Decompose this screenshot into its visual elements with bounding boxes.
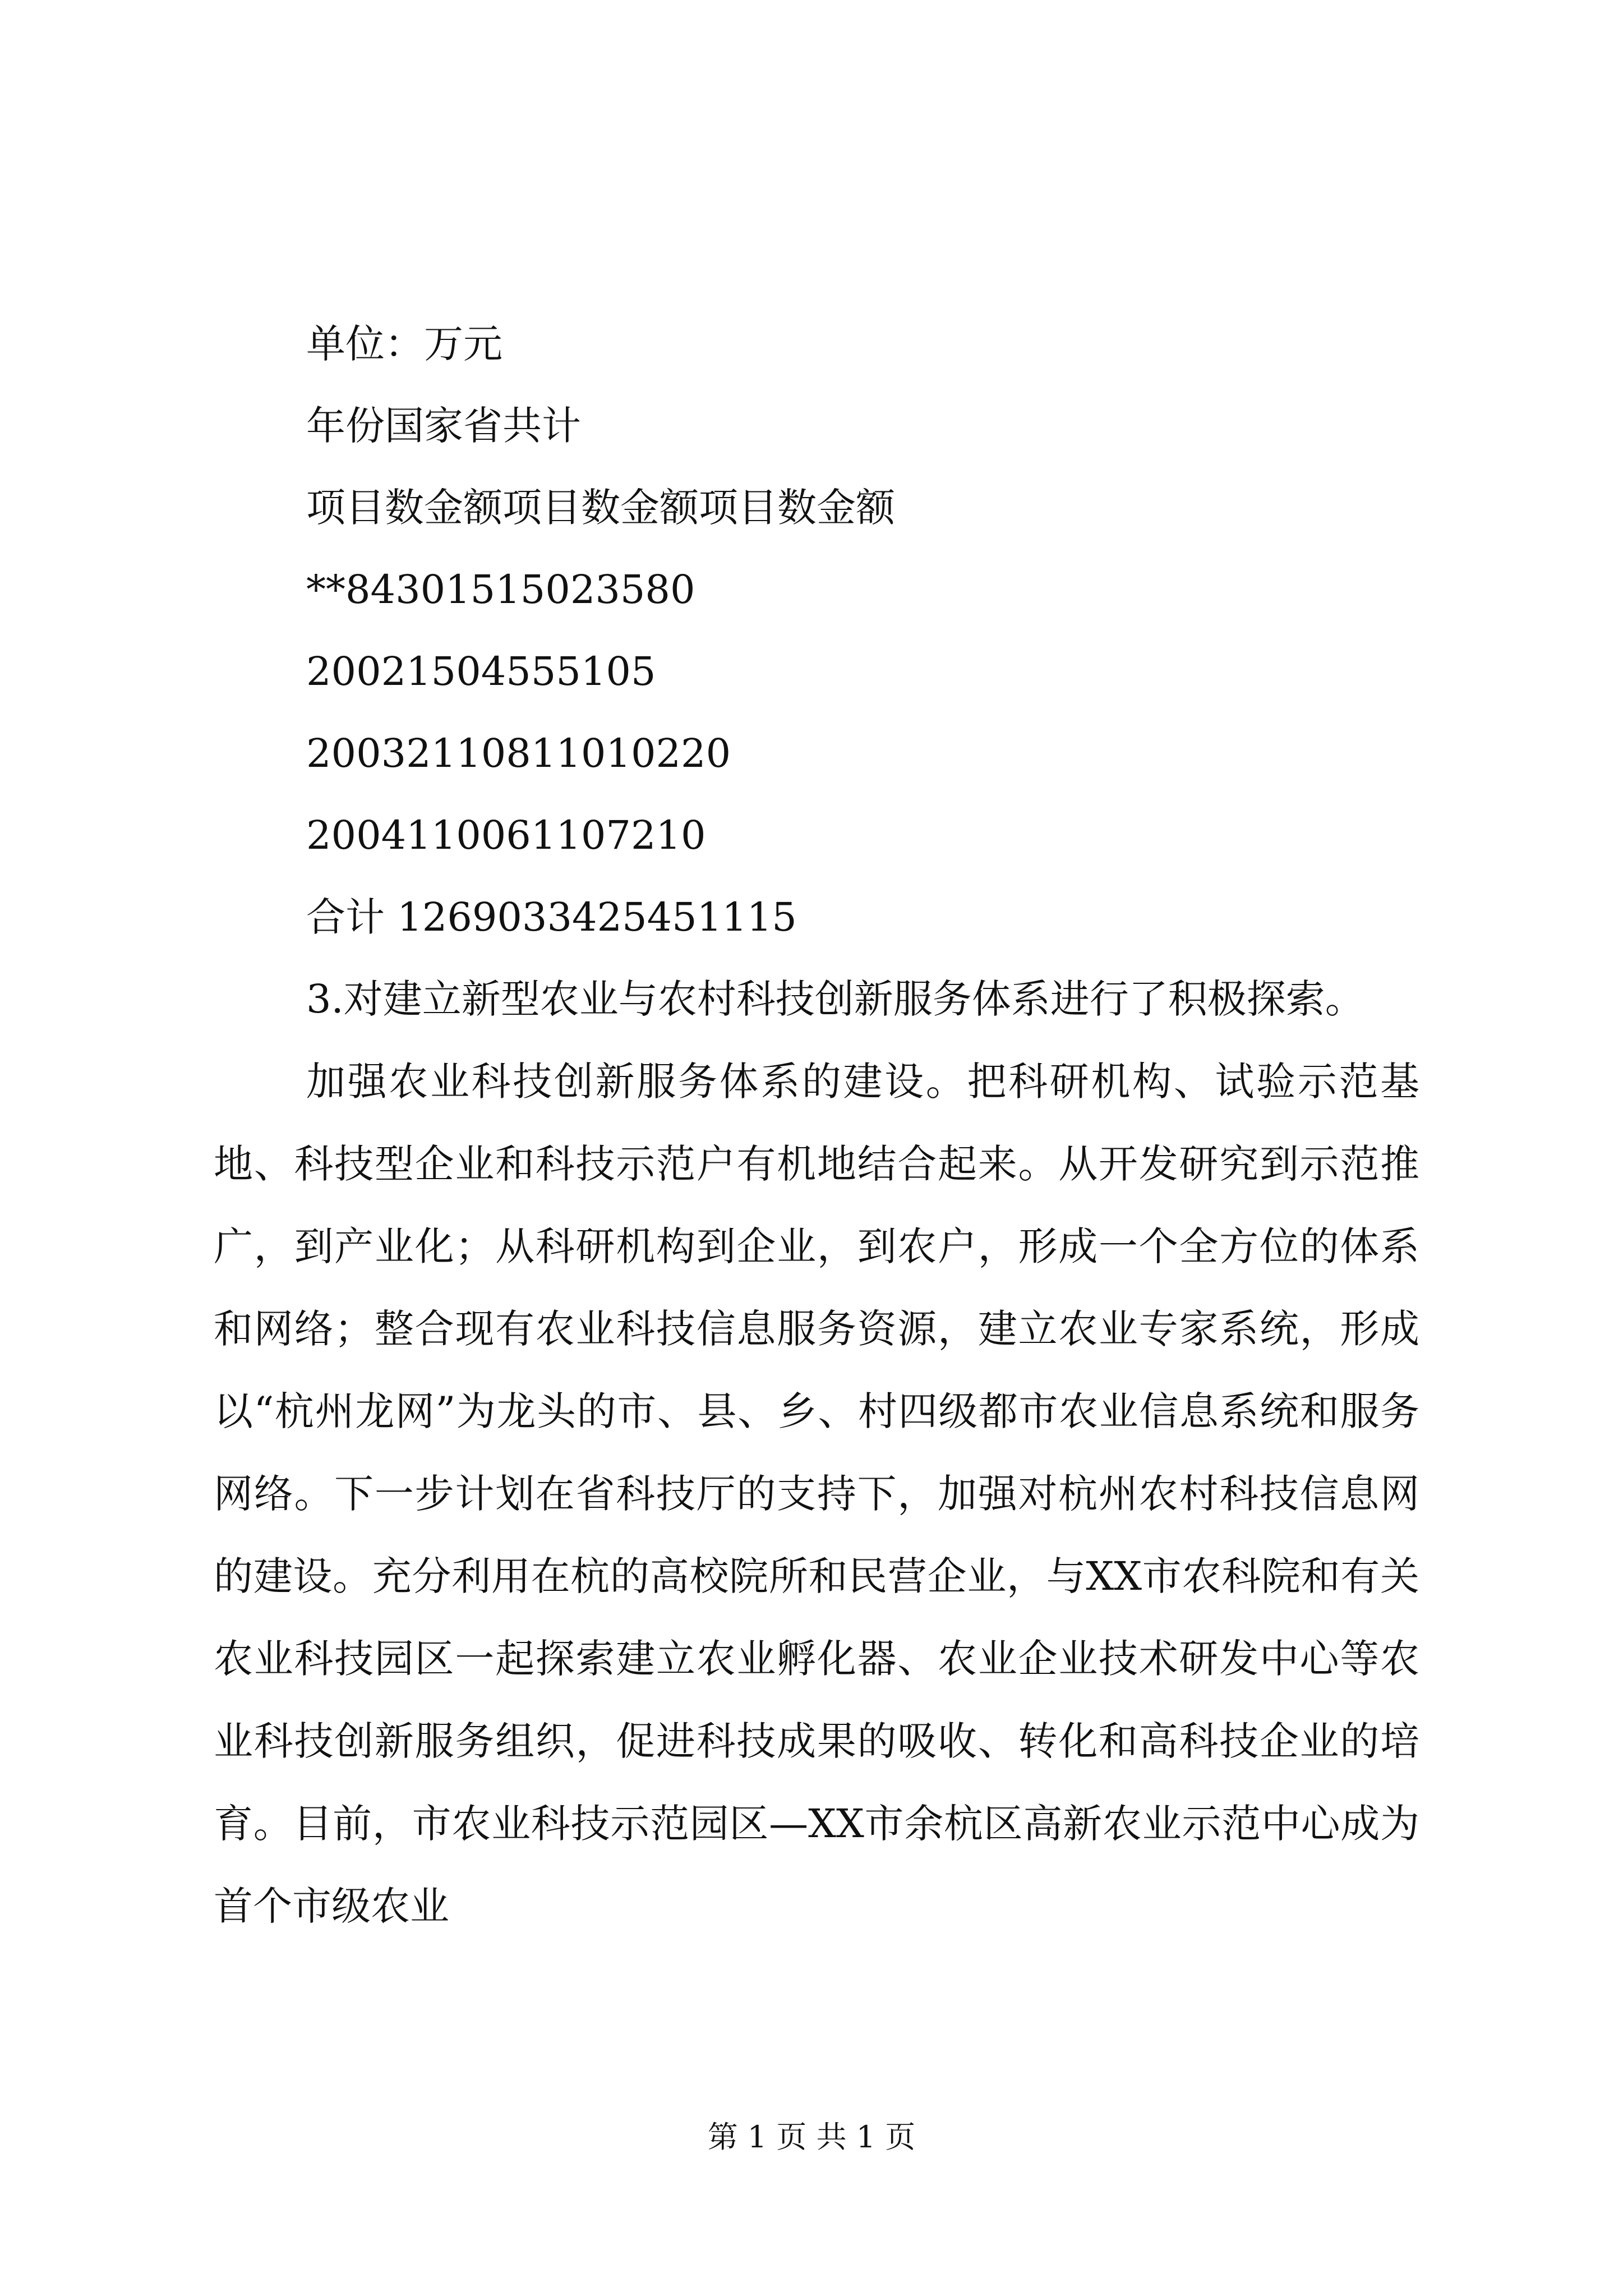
section-heading-paragraph: 3.对建立新型农业与农村科技创新服务体系进行了积极探索。	[306, 976, 1364, 1022]
document-body	[214, 303, 1419, 1948]
table-header-line: 年份国家省共计	[306, 403, 581, 449]
table-subheader-line: 项目数金额项目数金额项目数金额	[306, 485, 895, 531]
table-total-row: 合计 1269033425451115	[306, 894, 797, 940]
table-row: **84301515023580	[306, 567, 695, 613]
table-row: 20021504555105	[306, 648, 656, 694]
page-footer: 第 1 页 共 1 页	[707, 2119, 916, 2155]
table-row: 2004110061107210	[306, 812, 706, 858]
body-paragraph: 加强农业科技创新服务体系的建设。把科研机构、试验示范基地、科技型企业和科技示范户有机地结合起来。从开发研究到示范推广，到产业化；从科研机构到企业，到农户，形成一个全方位的体系和网络；整合现有农业科技信息服务资源，建立农业专家系统，形成以“杭州龙网”为龙头的市、县、乡、村四级都市农业信息系统和服务网络。下一步计划在省科技厅的支持下，加强对杭州农村科技信息网的建设。充分利用在杭的高校院所和民营企业，与XX市农科院和有关农业科技园区一起探索建立农业孵化器、农业企业技术研发中心等农业科技创新服务组织，促进科技成果的吸收、转化和高科技企业的培育。目前，市农业科技示范园区—XX市余杭区高新农业示范中心成为首个市级农业	[214, 1059, 1419, 1929]
unit-line: 单位：万元	[306, 321, 502, 367]
table-row: 20032110811010220	[306, 730, 731, 776]
